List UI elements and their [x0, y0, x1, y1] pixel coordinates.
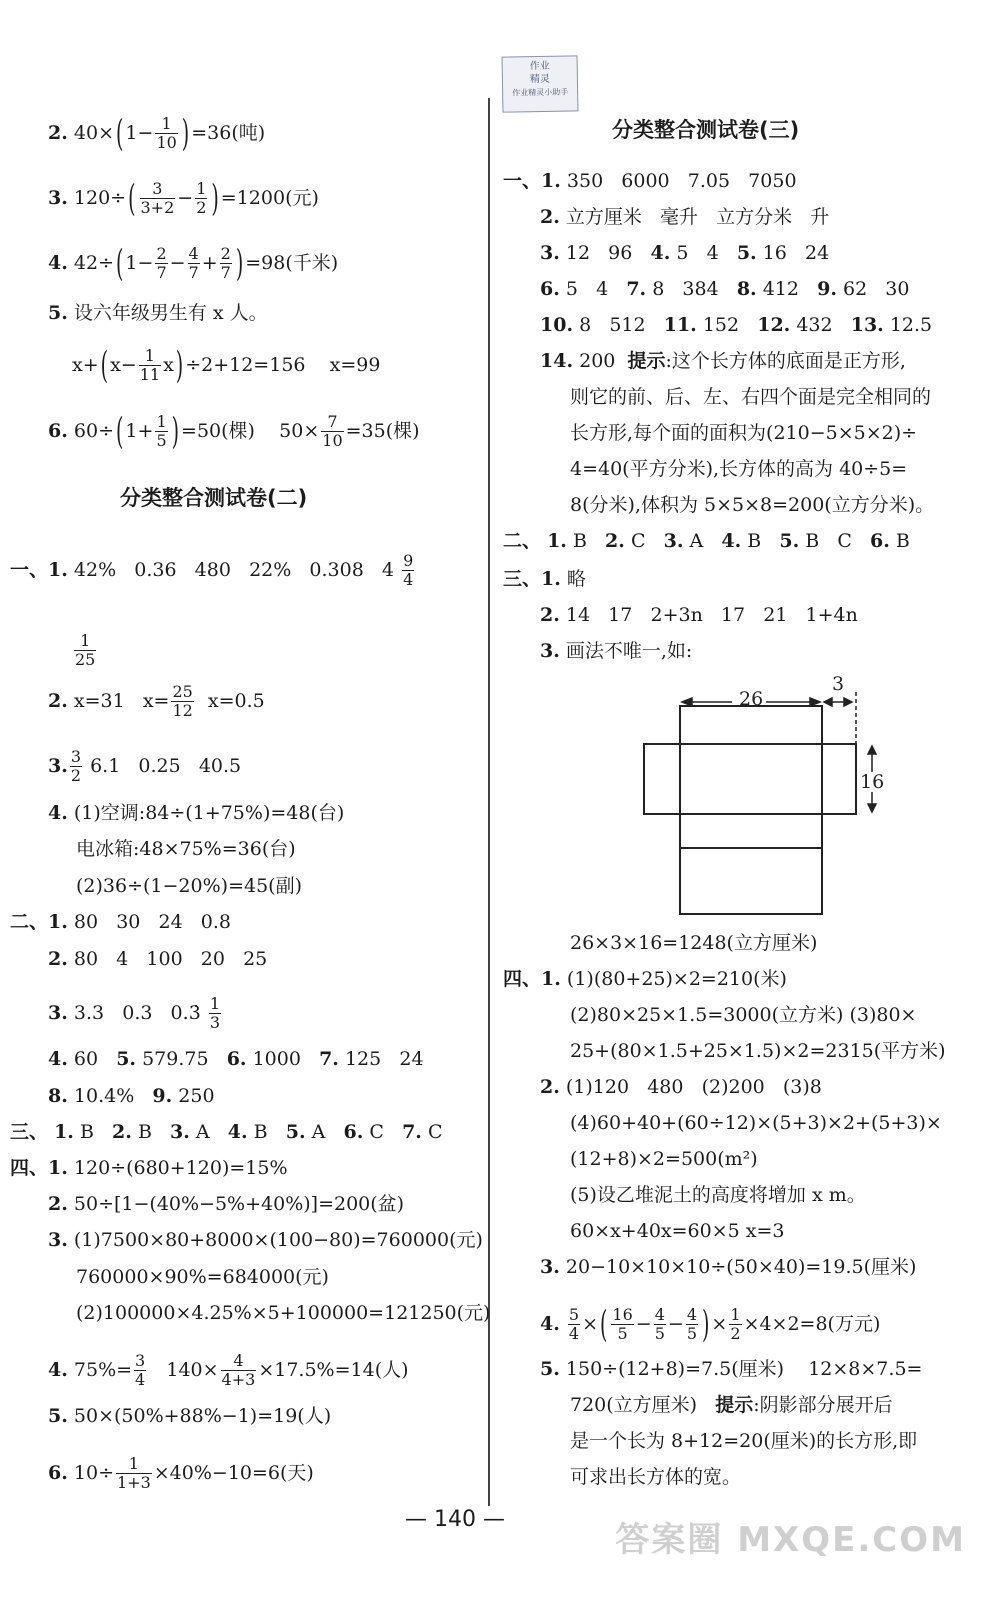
- item-number: 4.: [48, 251, 68, 274]
- fraction: $\frac{1}{2}$: [730, 1305, 741, 1344]
- r-part3-line-3b: 26×3×16=1248(立方厘米): [570, 932, 818, 954]
- stamp-line3: 作业精灵小助手: [512, 87, 569, 98]
- r-part4-line-4: 4. $\frac{5}{4}$ × ( $\frac{16}{5}$ − $\frac{4}{5}$ − $\frac{4}{5}$ ) × $\frac{1}{2}$ ×4×2=8(万元): [540, 1303, 881, 1346]
- part4-line-5: 5. 50×(50%+88%−1)=19(人): [48, 1405, 332, 1427]
- part1-line-3: 3. $\frac{3}{2}$ 6.1 0.25 40.5: [48, 747, 242, 786]
- item-number: 3.: [48, 186, 68, 209]
- part2-line-2: 2. 80 4 100 20 25: [48, 948, 268, 970]
- stamp-line2: 精灵: [529, 73, 551, 86]
- r-part3-line-1: 三、1. 略: [503, 568, 586, 590]
- part4-line-1: 四、1. 120÷(680+120)=15%: [10, 1157, 288, 1179]
- answer-line-5-equation: x+ ( x− $\frac{1}{11}$ x ) ÷2+12=156 x=99: [72, 344, 381, 387]
- r-part4-line-5c: 是一个长为 8+12=20(厘米)的长方形,即: [570, 1430, 918, 1452]
- page-number: — 140 —: [405, 1507, 505, 1532]
- part1-line-4b: 电冰箱:48×75%=36(台): [76, 838, 296, 860]
- fraction: $\frac{4}{4+3}$: [221, 1351, 256, 1390]
- r-part1-line-14: 14. 200 提示:这个长方体的底面是正方形,: [540, 350, 906, 372]
- part2-line-8: 8. 10.4% 9. 250: [48, 1085, 215, 1107]
- r-part3-line-2: 2. 14 17 2+3n 17 21 1+4n: [540, 604, 858, 626]
- fraction: $\frac{1}{1+3}$: [117, 1454, 151, 1493]
- r-part1-line-1: 一、1. 350 6000 7.05 7050: [503, 170, 797, 192]
- r-part4-line-1a: 四、1. (1)(80+25)×2=210(米): [503, 968, 787, 990]
- fraction: $\frac{16}{5}$: [612, 1305, 633, 1344]
- answer-line-2: 2. 40× ( 1− $\frac{1}{10}$ ) =36(吨): [48, 112, 266, 155]
- part1-line-1: 一、1. 42% 0.36 480 22% 0.308 4 $\frac{9}{4}$: [10, 551, 414, 590]
- r-part4-line-2a: 2. (1)120 480 (2)200 (3)8: [540, 1076, 822, 1098]
- dim-label-26: 26: [739, 688, 764, 710]
- fraction: $\frac{1}{10}$: [156, 114, 177, 153]
- r-part4-line-2d: (5)设乙堆泥土的高度将增加 x m。: [570, 1184, 866, 1206]
- fraction: $\frac{4}{7}$: [188, 244, 199, 283]
- r-part4-line-2c: (12+8)×2=500(m²): [570, 1148, 758, 1170]
- item-number: 5.: [48, 302, 68, 324]
- expr: 40×: [73, 121, 114, 144]
- r-part4-line-5a: 5. 150÷(12+8)=7.5(厘米) 12×8×7.5=: [540, 1358, 923, 1380]
- fraction: $\frac{1}{5}$: [156, 412, 167, 451]
- r-part4-line-1c: 25+(80×1.5+25×1.5)×2=2315(平方米): [570, 1040, 946, 1062]
- fraction: $\frac{9}{4}$: [403, 551, 414, 590]
- net-back-face: [680, 848, 822, 914]
- r-part1-line-14e: 8(分米),体积为 5×5×8=200(立方分米)。: [570, 494, 935, 516]
- fraction: $\frac{2}{7}$: [156, 244, 167, 283]
- r-part4-line-5b: 720(立方厘米) 提示:阴影部分展开后: [570, 1394, 893, 1416]
- r-part1-line-14b: 则它的前、后、左、右四个面是完全相同的: [570, 386, 932, 408]
- r-part1-line-2: 2. 立方厘米 毫升 立方分米 升: [540, 206, 830, 228]
- fraction: $\frac{2}{7}$: [220, 244, 231, 283]
- fraction: $\frac{25}{12}$: [172, 682, 193, 721]
- fraction: $\frac{4}{5}$: [686, 1305, 697, 1344]
- part1-line-2: 2. x=31 x= $\frac{25}{12}$ x=0.5: [48, 682, 265, 721]
- r-part1-line-3: 3. 12 96 4. 5 4 5. 16 24: [540, 242, 830, 264]
- stamp-logo: [502, 55, 579, 112]
- fraction: $\frac{1}{25}$: [75, 631, 96, 670]
- stamp-line1: 作业: [529, 60, 550, 73]
- r-part4-line-1b: (2)80×25×1.5=3000(立方米) (3)80×: [570, 1004, 917, 1026]
- expr: 1−: [125, 121, 154, 144]
- part4-line-6: 6. 10÷ $\frac{1}{1+3}$ ×40%−10=6(天): [48, 1454, 314, 1493]
- net-front-face: [680, 744, 822, 814]
- r-part4-line-2e: 60×x+40x=60×5 x=3: [570, 1220, 785, 1242]
- part3-line: 三、 1. B 2. B 3. A 4. B 5. A 6. C 7. C: [10, 1121, 443, 1143]
- part1-line-4a: 4. (1)空调:84÷(1+75%)=48(台): [48, 802, 345, 824]
- watermark-logo: 答案圈 MXQE.COM: [615, 1520, 966, 1560]
- cuboid-net-diagram: [636, 672, 886, 922]
- item-number: 2.: [48, 121, 68, 144]
- r-part1-line-14d: 4=40(平方分米),长方体的高为 40÷5=: [570, 458, 908, 480]
- fraction: $\frac{1}{2}$: [196, 179, 207, 218]
- answer-line-3: 3. 120÷ ( $\frac{3}{3+2}$ − $\frac{1}{2}$ ) =1200(元): [48, 177, 319, 220]
- part1-line-1-continued: [72, 632, 98, 670]
- item-number: 6.: [48, 419, 68, 442]
- dim-label-3: 3: [832, 673, 845, 695]
- part2-line-4: 4. 60 5. 579.75 6. 1000 7. 125 24: [48, 1048, 424, 1070]
- section-title-3: 分类整合测试卷(三): [612, 118, 800, 142]
- answer-line-6: 6. 60÷ ( 1+ $\frac{1}{5}$ ) =50(棵) 50× $\frac{7}{10}$ =35(棵): [48, 410, 420, 453]
- part4-line-3b: 760000×90%=684000(元): [76, 1266, 329, 1288]
- answer-line-4: 4. 42÷ ( 1− $\frac{2}{7}$ − $\frac{4}{7}$ + $\frac{2}{7}$ ) =98(千米): [48, 242, 339, 285]
- net-bottom-face: [680, 814, 822, 848]
- section-title-2: 分类整合测试卷(二): [120, 486, 308, 510]
- net-right-face: [822, 744, 856, 814]
- answer-line-5: 5. 设六年级男生有 x 人。: [48, 302, 268, 324]
- fraction: $\frac{1}{3}$: [209, 994, 221, 1033]
- r-part1-line-6: 6. 5 4 7. 8 384 8. 412 9. 62 30: [540, 278, 910, 300]
- r-part4-line-2b: (4)60+40+(60÷12)×(5+3)×2+(5+3)×: [570, 1112, 942, 1134]
- r-part4-line-5d: 可求出长方体的宽。: [570, 1466, 742, 1488]
- part2-line-1: 二、1. 80 30 24 0.8: [10, 911, 232, 933]
- fraction: $\frac{1}{11}$: [139, 346, 161, 385]
- fraction: $\frac{3}{3+2}$: [140, 179, 175, 218]
- dim-label-16: 16: [860, 771, 885, 793]
- part4-line-2: 2. 50÷[1−(40%−5%+40%)]=200(盆): [48, 1193, 405, 1215]
- fraction: $\frac{3}{2}$: [70, 747, 82, 786]
- fraction: $\frac{3}{4}$: [135, 1351, 146, 1390]
- part4-line-4: 4. 75%= $\frac{3}{4}$ 140× $\frac{4}{4+3}$ ×17.5%=14(人): [48, 1351, 409, 1390]
- r-part3-line-3: 3. 画法不唯一,如:: [540, 640, 693, 662]
- fraction: $\frac{4}{5}$: [654, 1305, 665, 1344]
- expr: =36(吨): [191, 121, 266, 144]
- part4-line-3a: 3. (1)7500×80+8000×(100−80)=760000(元): [48, 1229, 483, 1251]
- r-part4-line-3: 3. 20−10×10×10÷(50×40)=19.5(厘米): [540, 1256, 917, 1278]
- r-part1-line-14c: 长方形,每个面的面积为(210−5×5×2)÷: [570, 422, 918, 444]
- part4-line-3c: (2)100000×4.25%×5+100000=121250(元): [76, 1302, 491, 1324]
- fraction: $\frac{7}{10}$: [322, 412, 343, 451]
- fraction: $\frac{5}{4}$: [568, 1305, 580, 1344]
- net-left-face: [644, 744, 680, 814]
- r-part1-line-10: 10. 8 512 11. 152 12. 432 13. 12.5: [540, 314, 933, 336]
- net-top-face: [680, 706, 822, 744]
- column-divider: [488, 98, 490, 1506]
- r-part2-line: 二、 1. B 2. C 3. A 4. B 5. B C 6. B: [503, 530, 910, 552]
- part2-line-3: 3. 3.3 0.3 0.3̇ $\frac{1}{3}$: [48, 994, 221, 1033]
- part1-line-4c: (2)36÷(1−20%)=45(副): [76, 875, 302, 897]
